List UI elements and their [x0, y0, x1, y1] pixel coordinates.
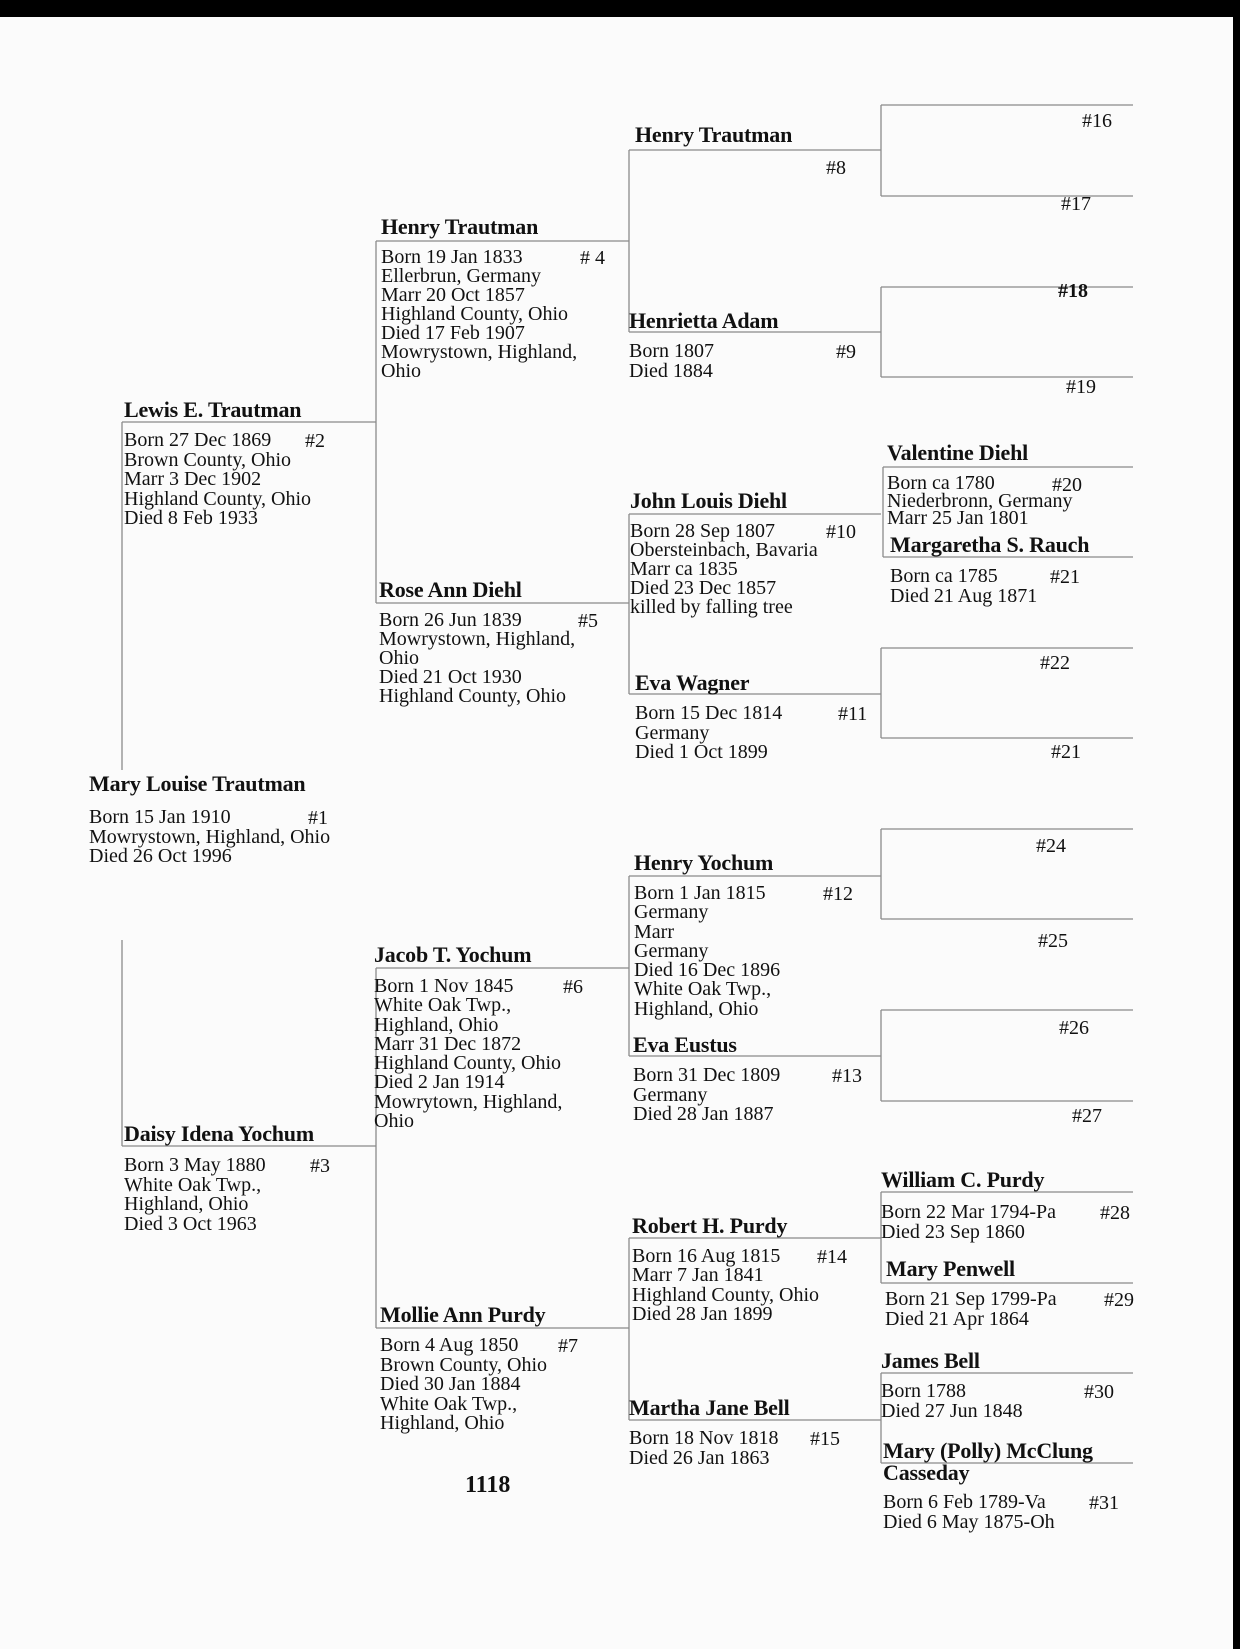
- person-10-number: #10: [826, 521, 856, 543]
- person-20-details: [887, 472, 1073, 529]
- detail-line: Mowrystown, Highland, Ohio: [89, 825, 331, 848]
- detail-line: Ohio: [379, 647, 419, 669]
- detail-line: Died 26 Jan 1863: [629, 1446, 770, 1469]
- detail-line: Marr ca 1835: [630, 558, 738, 580]
- detail-line: White Oak Twp.,: [380, 1392, 518, 1415]
- detail-line: Highland, Ohio: [124, 1193, 249, 1215]
- detail-line: White Oak Twp.,: [374, 994, 512, 1017]
- person-7-details: [380, 1336, 547, 1434]
- detail-line: Born 1 Jan 1815: [634, 882, 766, 904]
- detail-line: Highland County, Ohio: [379, 685, 567, 707]
- person-15-details: [629, 1429, 778, 1468]
- detail-line: Born 1 Nov 1845: [374, 975, 514, 997]
- detail-line: Born 19 Jan 1833: [381, 246, 523, 268]
- person-13-number: #13: [832, 1065, 862, 1087]
- detail-line: Died 21 Apr 1864: [885, 1307, 1029, 1330]
- detail-line: Born 18 Nov 1818: [629, 1427, 779, 1449]
- detail-line: Died 17 Feb 1907: [381, 322, 525, 344]
- detail-line: Marr 25 Jan 1801: [887, 507, 1029, 529]
- detail-line: Obersteinbach, Bavaria: [630, 539, 818, 561]
- detail-line: Died 26 Oct 1996: [89, 845, 232, 867]
- detail-line: Highland County, Ohio: [381, 303, 569, 325]
- detail-line: Germany: [633, 1083, 708, 1106]
- person-11-number: #11: [838, 703, 868, 725]
- person-21-details: [890, 567, 1037, 606]
- person-10-name: John Louis Diehl: [630, 488, 787, 513]
- detail-line: Ellerbrun, Germany: [381, 265, 541, 287]
- slot-26-number: #26: [1059, 1017, 1089, 1039]
- detail-line: Niederbronn, Germany: [887, 489, 1073, 512]
- detail-line: White Oak Twp.,: [124, 1173, 262, 1196]
- detail-line: Died 30 Jan 1884: [380, 1373, 521, 1395]
- detail-line: Died 16 Dec 1896: [634, 959, 781, 982]
- detail-line: White Oak Twp.,: [634, 978, 772, 1001]
- detail-line: Born 16 Aug 1815: [632, 1245, 781, 1267]
- detail-line: Died 6 May 1875-Oh: [883, 1510, 1055, 1533]
- detail-line: Born ca 1785: [890, 565, 998, 587]
- person-28-details: [881, 1203, 1056, 1242]
- detail-line: Died 23 Sep 1860: [881, 1220, 1025, 1243]
- person-10-details: [630, 522, 818, 617]
- person-30-details: [881, 1382, 1023, 1421]
- detail-line: Died 1 Oct 1899: [635, 741, 768, 763]
- person-15-number: #15: [810, 1428, 840, 1450]
- person-4-name: Henry Trautman: [381, 214, 539, 239]
- person-4-number: # 4: [580, 247, 605, 269]
- detail-line: Highland, Ohio: [374, 1013, 499, 1036]
- person-3-details: [124, 1156, 266, 1234]
- person-12-number: #12: [823, 883, 853, 905]
- detail-line: Germany: [634, 901, 709, 924]
- person-9-number: #9: [836, 341, 856, 363]
- person-6-name: Jacob T. Yochum: [374, 942, 532, 967]
- person-2-details: [124, 431, 311, 529]
- person-14-name: Robert H. Purdy: [632, 1213, 788, 1238]
- detail-line: Died 3 Oct 1963: [124, 1212, 257, 1235]
- person-6-details: [374, 977, 562, 1131]
- person-31-name-continued: Casseday: [883, 1460, 970, 1485]
- person-30-name: James Bell: [881, 1348, 980, 1373]
- detail-line: Highland, Ohio: [634, 997, 759, 1020]
- detail-line: Died 1884: [629, 359, 713, 382]
- person-5-number: #5: [578, 610, 598, 632]
- detail-line: Marr 20 Oct 1857: [381, 284, 525, 306]
- slot-16-number: #16: [1082, 110, 1112, 132]
- detail-line: Born ca 1780: [887, 472, 995, 494]
- person-11-details: [635, 704, 782, 763]
- slot-22-number: #22: [1040, 652, 1070, 674]
- slot-27-number: #27: [1072, 1105, 1102, 1127]
- detail-line: Born 1788: [881, 1380, 966, 1402]
- person-28-name: William C. Purdy: [881, 1167, 1045, 1192]
- person-1-number: #1: [308, 807, 328, 829]
- detail-line: Died 21 Oct 1930: [379, 666, 522, 688]
- person-4-details: [381, 248, 577, 381]
- person-5-name: Rose Ann Diehl: [379, 577, 522, 602]
- person-1-name: Mary Louise Trautman: [89, 771, 306, 796]
- person-8-number: #8: [826, 157, 846, 179]
- person-13-name: Eva Eustus: [633, 1032, 737, 1057]
- detail-line: Died 21 Aug 1871: [890, 584, 1038, 607]
- detail-line: Germany: [635, 721, 710, 744]
- slot-24-number: #24: [1036, 835, 1066, 857]
- detail-line: Marr 3 Dec 1902: [124, 468, 262, 490]
- page-number: 1118: [465, 1472, 511, 1498]
- person-7-name: Mollie Ann Purdy: [380, 1302, 546, 1327]
- detail-line: Marr 7 Jan 1841: [632, 1264, 764, 1287]
- person-29-name: Mary Penwell: [886, 1256, 1015, 1281]
- detail-line: Died 2 Jan 1914: [374, 1071, 505, 1094]
- person-14-details: [632, 1247, 819, 1324]
- detail-line: Born 28 Sep 1807: [630, 520, 775, 542]
- person-20-number: #20: [1052, 474, 1082, 496]
- person-7-number: #7: [558, 1335, 578, 1357]
- detail-line: Mowrystown, Highland,: [381, 341, 578, 363]
- person-12-details: [634, 884, 780, 1019]
- detail-line: Ohio: [374, 1110, 414, 1133]
- detail-line: Mowrystown, Highland,: [379, 628, 576, 650]
- person-28-number: #28: [1100, 1202, 1130, 1224]
- person-13-details: [633, 1066, 780, 1125]
- person-29-number: #29: [1104, 1289, 1134, 1311]
- detail-line: killed by falling tree: [630, 596, 793, 618]
- detail-line: Mowrytown, Highland,: [374, 1090, 563, 1113]
- detail-line: Highland County, Ohio: [632, 1283, 820, 1306]
- detail-line: Highland County, Ohio: [124, 487, 312, 510]
- detail-line: Born 15 Jan 1910: [89, 806, 231, 828]
- detail-line: Marr: [634, 920, 674, 943]
- detail-line: Brown County, Ohio: [124, 448, 292, 471]
- person-21-number: #21: [1050, 566, 1080, 588]
- slot-23-number: #21: [1051, 741, 1081, 763]
- detail-line: Born 22 Mar 1794-Pa: [881, 1201, 1056, 1223]
- person-31-details: [883, 1493, 1055, 1532]
- person-2-name: Lewis E. Trautman: [124, 397, 302, 422]
- detail-line: Died 27 Jun 1848: [881, 1399, 1023, 1422]
- detail-line: Born 3 May 1880: [124, 1154, 266, 1176]
- detail-line: Born 26 Jun 1839: [379, 609, 522, 631]
- detail-line: Marr 31 Dec 1872: [374, 1032, 522, 1055]
- person-29-details: [885, 1290, 1057, 1329]
- person-12-name: Henry Yochum: [634, 850, 774, 875]
- slot-18-number: #18: [1058, 280, 1088, 302]
- person-1-details: [89, 808, 330, 867]
- person-11-name: Eva Wagner: [635, 670, 750, 695]
- detail-line: Died 23 Dec 1857: [630, 577, 777, 599]
- person-31-name: Mary (Polly) McClung: [883, 1438, 1093, 1463]
- detail-line: Highland County, Ohio: [374, 1052, 562, 1075]
- detail-line: Germany: [634, 939, 709, 962]
- person-15-name: Martha Jane Bell: [629, 1395, 790, 1420]
- slot-17-number: #17: [1061, 193, 1091, 215]
- detail-line: Brown County, Ohio: [380, 1353, 548, 1376]
- detail-line: Died 28 Jan 1899: [632, 1302, 773, 1325]
- person-5-details: [379, 611, 575, 706]
- person-9-details: [629, 342, 714, 381]
- detail-line: Died 28 Jan 1887: [633, 1103, 774, 1125]
- person-20-name: Valentine Diehl: [887, 440, 1029, 465]
- person-9-name: Henrietta Adam: [629, 308, 779, 333]
- person-14-number: #14: [817, 1246, 847, 1268]
- detail-line: Born 15 Dec 1814: [635, 702, 783, 724]
- slot-25-number: #25: [1038, 930, 1068, 952]
- detail-line: Born 4 Aug 1850: [380, 1334, 519, 1356]
- detail-line: Born 31 Dec 1809: [633, 1064, 781, 1086]
- person-30-number: #30: [1084, 1381, 1114, 1403]
- detail-line: Born 1807: [629, 340, 714, 362]
- person-3-number: #3: [310, 1155, 330, 1177]
- detail-line: Born 6 Feb 1789-Va: [883, 1491, 1046, 1513]
- person-6-number: #6: [563, 976, 583, 998]
- person-2-number: #2: [305, 430, 325, 452]
- detail-line: Born 21 Sep 1799-Pa: [885, 1288, 1057, 1310]
- person-8-name: Henry Trautman: [635, 122, 793, 147]
- person-3-name: Daisy Idena Yochum: [124, 1121, 314, 1146]
- person-31-number: #31: [1089, 1492, 1119, 1514]
- slot-19-number: #19: [1066, 376, 1096, 398]
- detail-line: Born 27 Dec 1869: [124, 429, 272, 451]
- detail-line: Ohio: [381, 360, 421, 382]
- person-21-name: Margaretha S. Rauch: [890, 532, 1090, 557]
- detail-line: Died 8 Feb 1933: [124, 507, 258, 529]
- detail-line: Highland, Ohio: [380, 1412, 505, 1434]
